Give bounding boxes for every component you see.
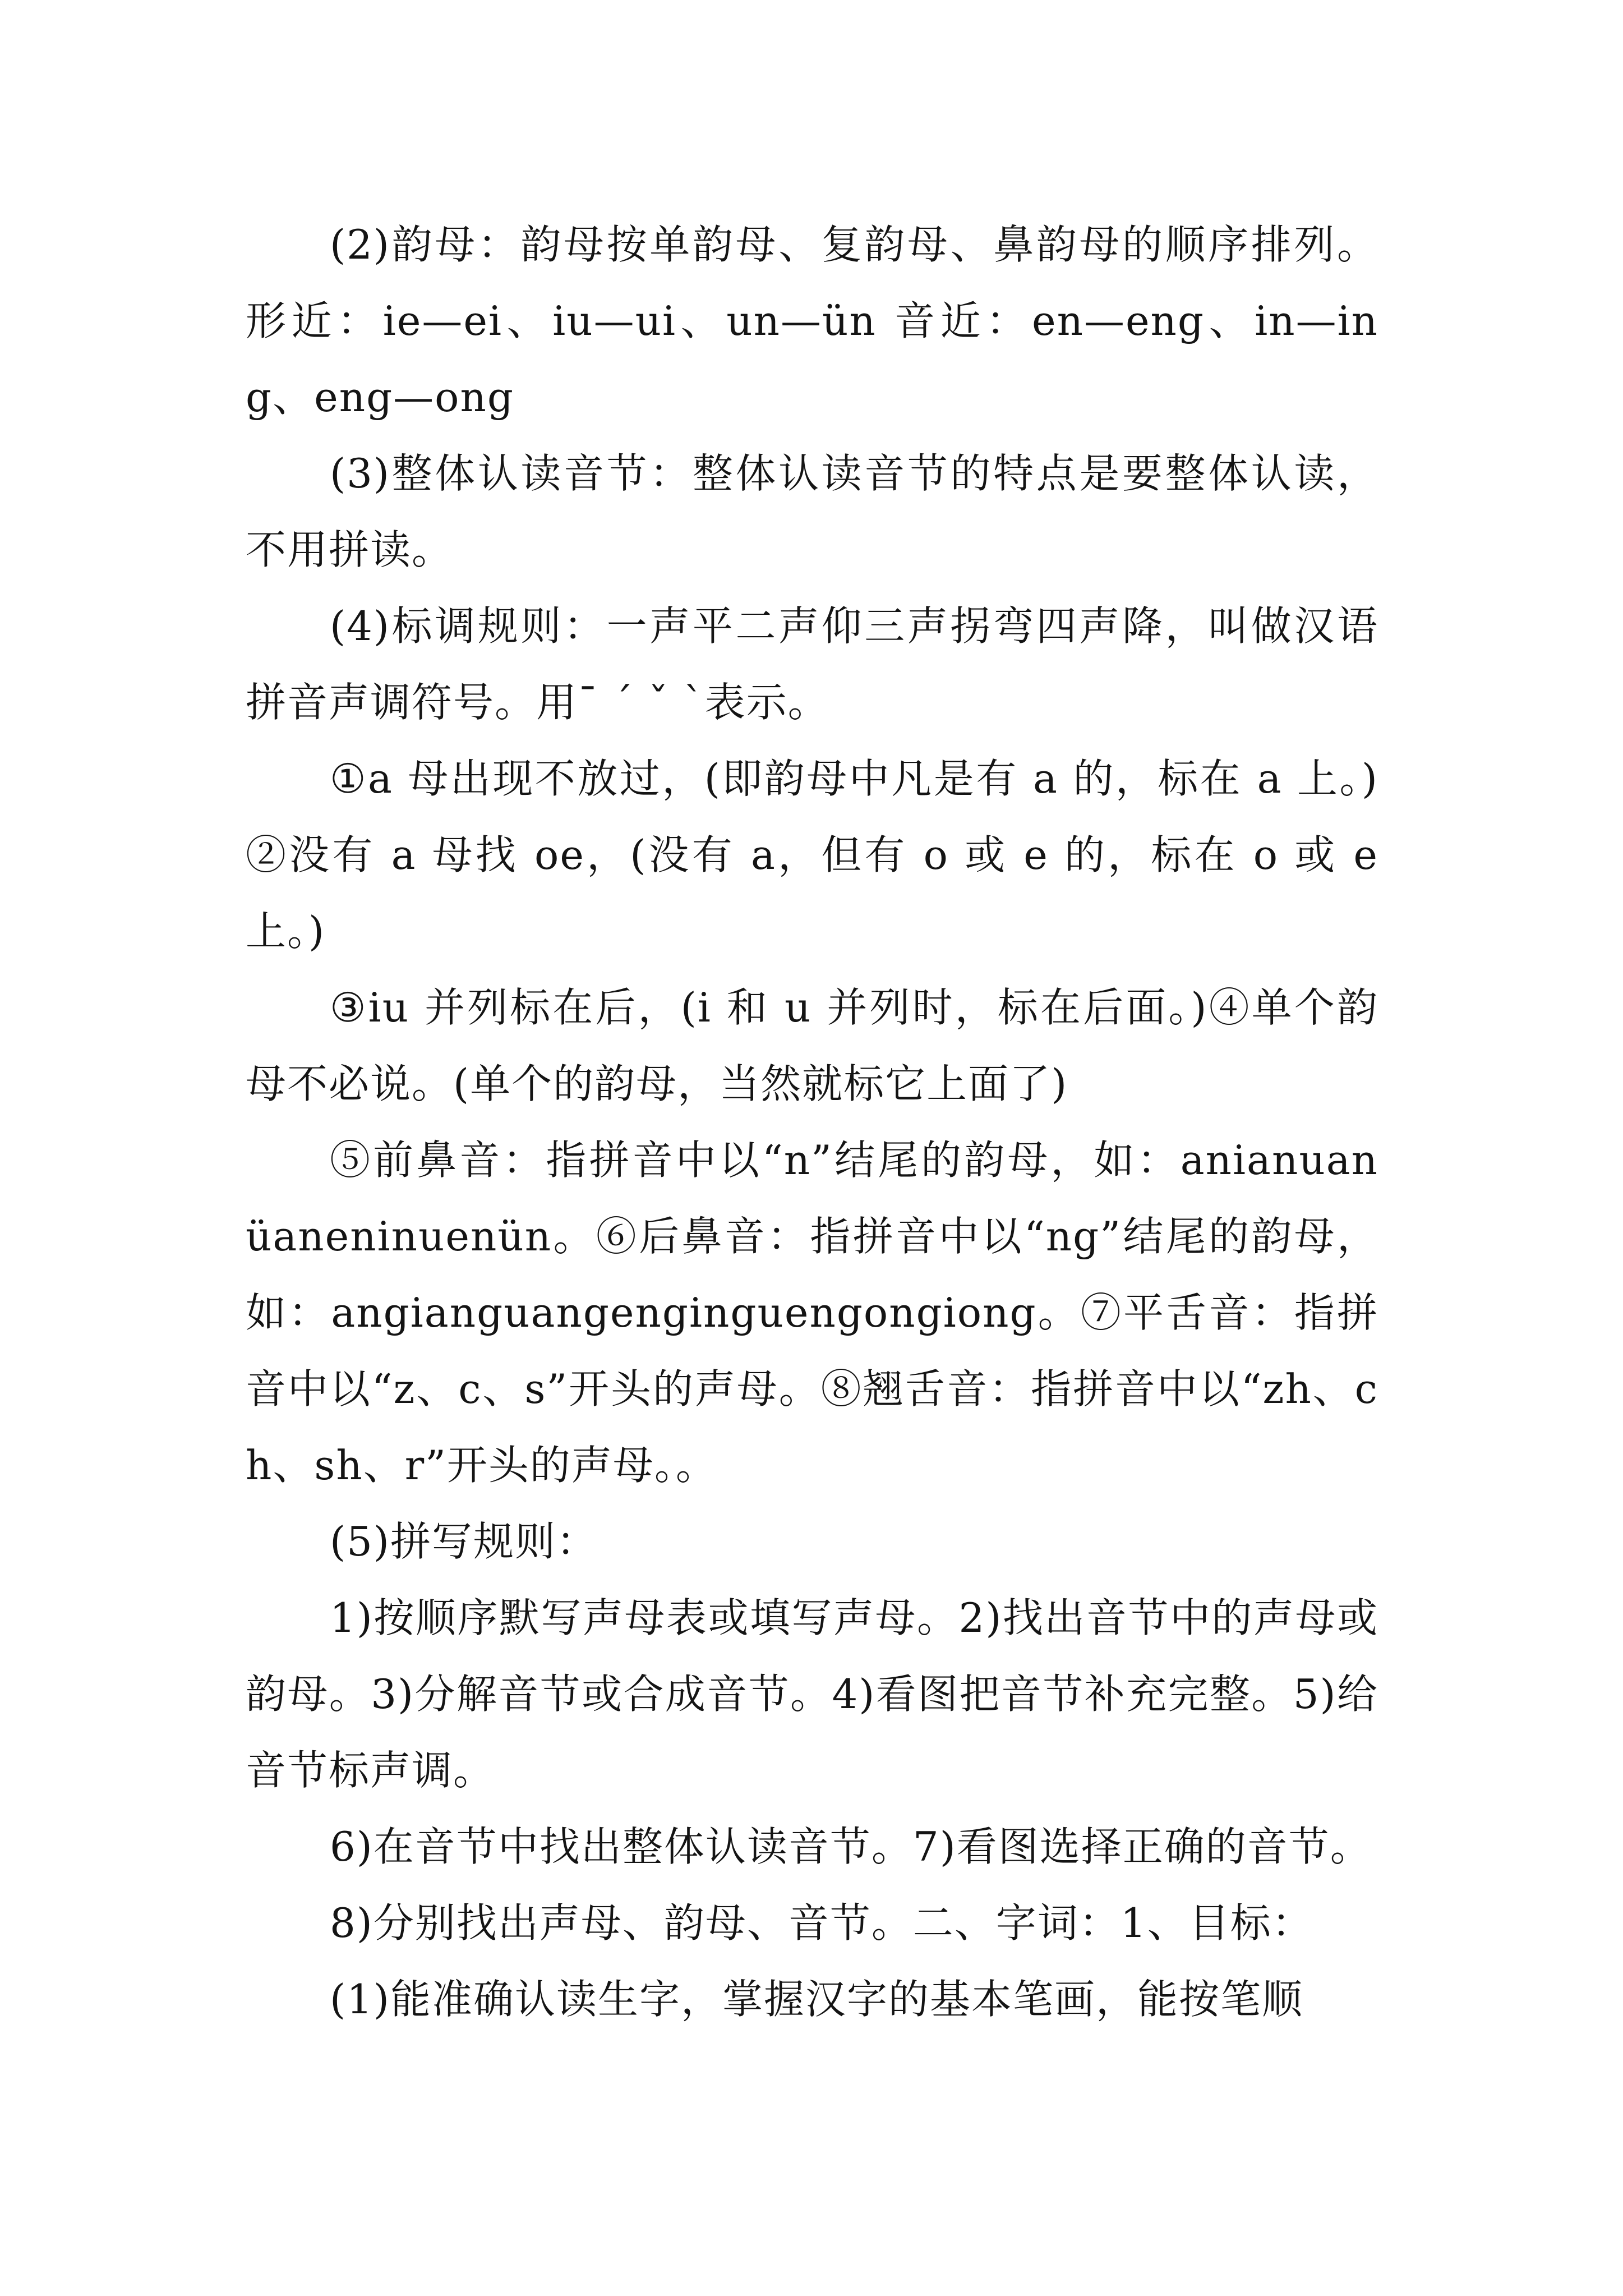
paragraph-spelling-items-1-5: 1)按顺序默写声母表或填写声母。2)找出音节中的声母或韵母。3)分解音节或合成音节。4)看图把音节补充完整。5)给音节标声调。 xyxy=(246,1594,1378,1794)
document-body xyxy=(246,206,1378,2037)
paragraph-nasal-tongue: ⑤前鼻音：指拼音中以“n”结尾的韵母，如：anianuan üaneninuenün。⑥后鼻音：指拼音中以“ng”结尾的韵母，如：angianguangenginguengongiong。⑦平舌音：指拼音中以“z、c、s”开头的声母。⑧翘舌音：指拼音中以“zh、ch、sh、r”开头的声母。。 xyxy=(246,1137,1378,1489)
paragraph-tone-rule-1-2: ①a 母出现不放过，(即韵母中凡是有 a 的，标在 a 上。)②没有 a 母找 oe，(没有 a，但有 o 或 e 的，标在 o 或 e 上。) xyxy=(246,755,1378,955)
paragraph-tone-rule-3-4: ③iu 并列标在后，(i 和 u 并列时，标在后面。)④单个韵母不必说。(单个的韵母，当然就标它上面了) xyxy=(246,984,1378,1107)
paragraph-whole-syllables: (3)整体认读音节：整体认读音节的特点是要整体认读，不用拼读。 xyxy=(246,450,1378,573)
paragraph-spelling-rules: (5)拼写规则： xyxy=(330,1518,598,1565)
paragraph-spelling-items-6-7: 6)在音节中找出整体认读音节。7)看图选择正确的音节。 xyxy=(330,1823,1372,1870)
paragraph-finals: (2)韵母：韵母按单韵母、复韵母、鼻韵母的顺序排列。形近：ie—ei、iu—ui、un—ün 音近：en—eng、in—ing、eng—ong xyxy=(246,221,1378,421)
paragraph-spelling-item-8: 8)分别找出声母、韵母、音节。二、字词：1、目标： xyxy=(330,1899,1313,1947)
paragraph-characters-goal: (1)能准确认读生字，掌握汉字的基本笔画，能按笔顺 xyxy=(330,1976,1303,2023)
paragraph-tone-rules: (4)标调规则：一声平二声仰三声拐弯四声降，叫做汉语拼音声调符号。用¯ ˊ ˇ ˋ表示。 xyxy=(246,602,1378,726)
